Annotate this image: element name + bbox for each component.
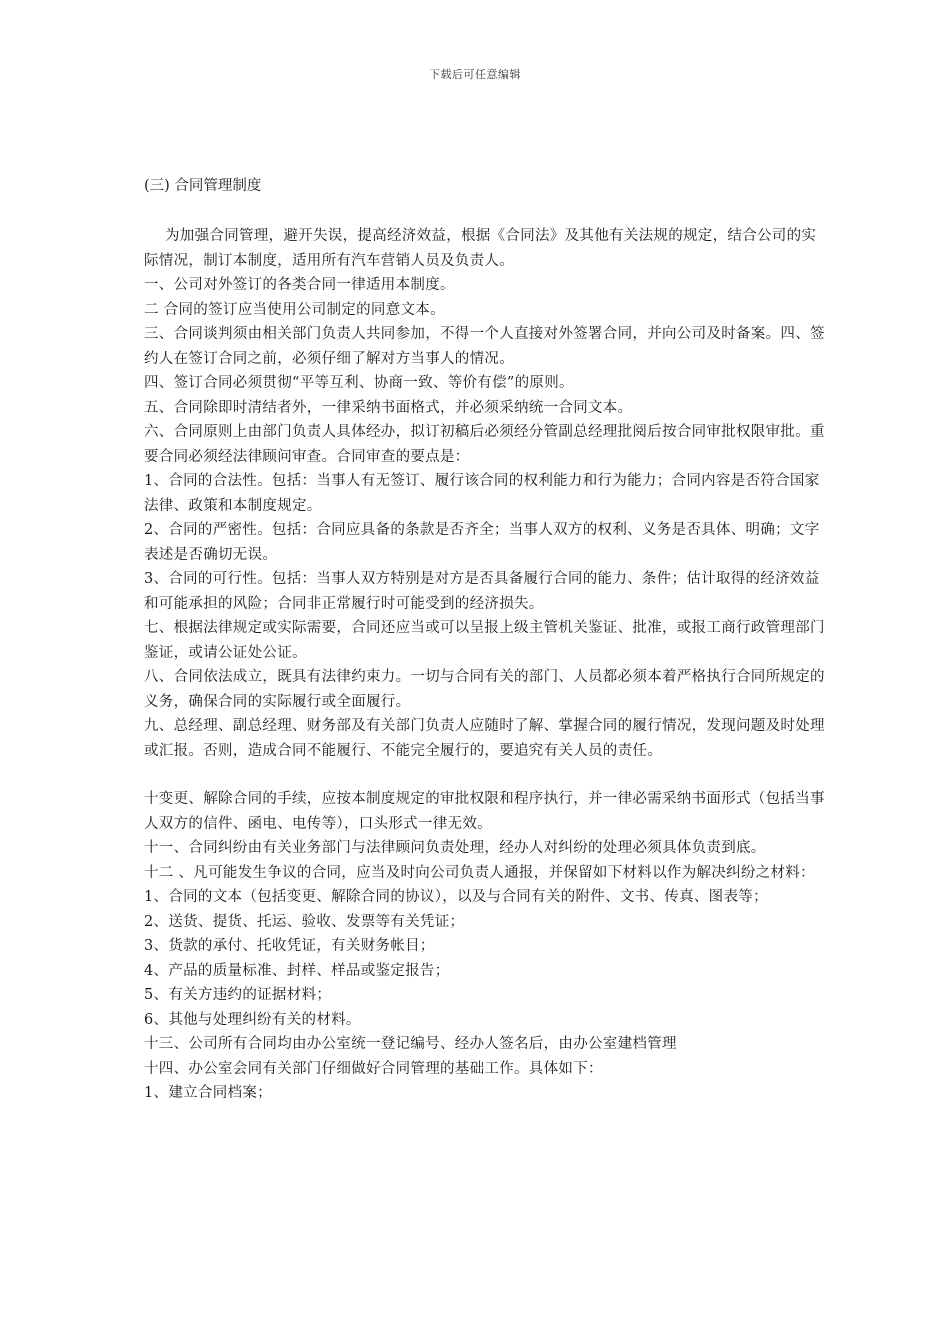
material-item-4: 4、产品的质量标准、封样、样品或鉴定报告； [144,962,450,979]
clause-2: 二 合同的签订应当使用公司制定的同意文本。 [144,301,445,318]
material-item-5: 5、有关方违约的证据材料； [144,987,332,1003]
review-point-2: 2、合同的严密性。包括：合同应具备的条款是否齐全；当事人双方的权利、义务是否具体、明确；文字表述是否确切无误。 [144,522,820,563]
clause-14: 十四、办公室会同有关部门仔细做好合同管理的基础工作。具体如下： [144,1060,603,1077]
review-point-3: 3、合同的可行性。包括：当事人双方特别是对方是否具备履行合同的能力、条件；估计取得的经济效益和可能承担的风险；合同非正常履行时可能受到的经济损失。 [144,571,820,612]
clause-12: 十二 、凡可能发生争议的合同，应当及时向公司负责人通报，并保留如下材料以作为解决纠纷之材料： [144,864,815,881]
clause-5: 五、合同除即时清结者外，一律采纳书面格式，并必须采纳统一合同文本。 [144,399,633,416]
clause-7: 七、根据法律规定或实际需要，合同还应当或可以呈报上级主管机关鉴证、批准，或报工商行政管理部门鉴证，或请公证处公证。 [144,620,825,661]
clause-3: 三、合同谈判须由相关部门负责人共同参加，不得一个人直接对外签署合同，并向公司及时备案。四、签约人在签订合同之前，必须仔细了解对方当事人的情况。 [144,326,825,367]
document-body [144,176,826,1106]
clause-11: 十一、合同纠纷由有关业务部门与法律顾问负责处理，经办人对纠纷的处理必须具体负责到底。 [144,840,766,856]
clause-8: 八、合同依法成立，既具有法律约束力。一切与合同有关的部门、人员都必须本着严格执行合同所规定的义务，确保合同的实际履行或全面履行。 [144,669,825,710]
review-point-1: 1、合同的合法性。包括：当事人有无签订、履行该合同的权利能力和行为能力；合同内容是否符合国家法律、政策和本制度规定。 [144,473,820,514]
material-item-1: 1、合同的文本（包括变更、解除合同的协议），以及与合同有关的附件、文书、传真、图表等； [144,889,768,905]
clause-9: 九、总经理、副总经理、财务部及有关部门负责人应随时了解、掌握合同的履行情况，发现问题及时处理或汇报。否则，造成合同不能履行、不能完全履行的，要追究有关人员的责任。 [144,718,825,759]
page-header: 下载后可任意编辑 [429,68,521,81]
clause-6: 六、合同原则上由部门负责人具体经办，拟订初稿后必须经分管副总经理批阅后按合同审批权限审批。重要合同必须经法律顾问审查。合同审查的要点是： [144,424,825,465]
paragraph-gap [144,763,826,787]
material-item-3: 3、货款的承付、托收凭证，有关财务帐目； [144,938,435,954]
clause-4: 四、签订合同必须贯彻“平等互利、协商一致、等价有偿”的原则。 [144,375,574,391]
material-item-2: 2、送货、提货、托运、验收、发票等有关凭证； [144,913,465,930]
clause-13: 十三、公司所有合同均由办公室统一登记编号、经办人签名后，由办公室建档管理 [144,1036,677,1052]
material-item-6: 6、其他与处理纠纷有关的材料。 [144,1011,361,1028]
clause-1: 一、公司对外签订的各类合同一律适用本制度。 [144,277,455,293]
document-title: (三) 合同管理制度 [144,178,262,194]
clause-10: 十变更、解除合同的手续，应按本制度规定的审批权限和程序执行，并一律必需采纳书面形式（包括当事人双方的信件、函电、电传等），口头形式一律无效。 [144,791,825,832]
basic-work-item-1: 1、建立合同档案； [144,1085,272,1101]
intro-paragraph: 为加强合同管理，避开失误，提高经济效益，根据《合同法》及其他有关法规的规定，结合公司的实际情况，制订本制度，适用所有汽车营销人员及负责人。 [144,228,817,269]
